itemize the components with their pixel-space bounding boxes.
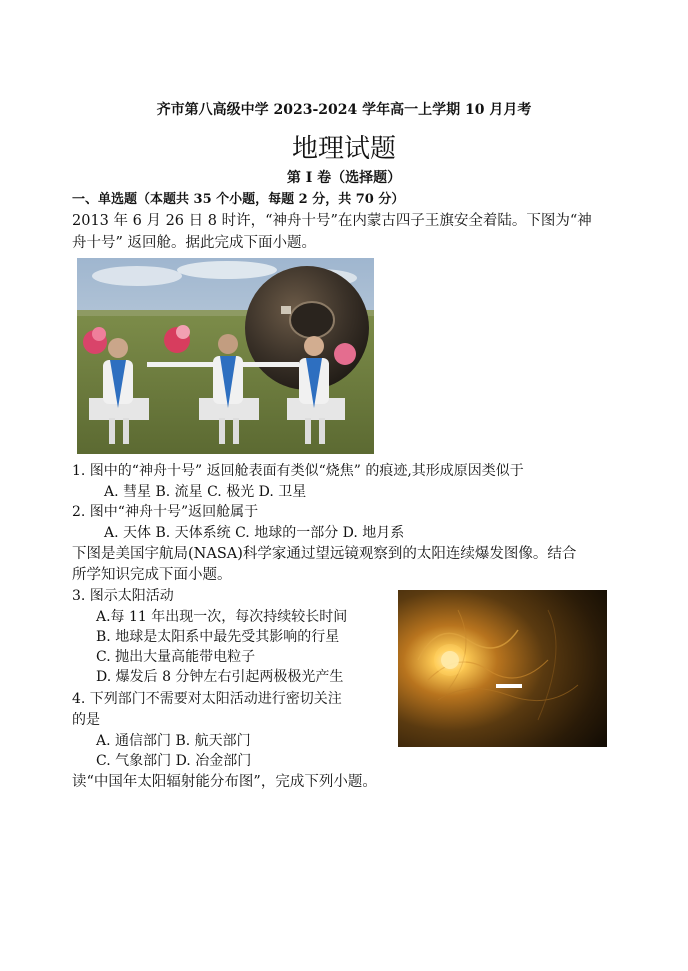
question-1-stem: 1. 图中的“神舟十号” 返回舱表面有类似“烧焦” 的痕迹,其形成原因类似于 [72,463,524,479]
question-4-stem: 4. 下列部门不需要对太阳活动进行密切关注 [72,691,342,707]
page-title: 地理试题 [291,134,396,164]
question-2-options: A. 天体 B. 天体系统 C. 地球的一部分 D. 地月系 [104,525,405,541]
question-2-stem: 2. 图中“神舟十号”返回舱属于 [72,504,259,520]
question-3-option-b: B. 地球是太阳系中最先受其影响的行星 [96,629,340,645]
intro-text: 舟十号” 返回舱。据此完成下面小题。 [72,235,317,251]
school-line: 齐市第八高级中学 2023-2024 学年高一上学期 10 月月考 [156,102,532,118]
question-4-options: A. 通信部门 B. 航天部门 [96,733,251,749]
section-heading: 一、单选题（本题共 35 个小题，每题 2 分，共 70 分） [72,192,405,207]
solar-flare-image [398,590,607,747]
question-4-options: C. 气象部门 D. 冶金部门 [96,753,252,769]
intro-text: 2013 年 6 月 26 日 8 时许，“神舟十号”在内蒙古四子王旗安全着陆。下图为“神 [72,213,592,229]
part-heading: 第 I 卷（选择题） [286,170,402,186]
capsule-photo [77,258,374,454]
question-3-option-c: C. 抛出大量高能带电粒子 [96,649,256,665]
question-1-options: A. 彗星 B. 流星 C. 极光 D. 卫星 [104,484,307,500]
intro-text: 下图是美国宇航局(NASA)科学家通过望远镜观察到的太阳连续爆发图像。结合 [72,546,577,562]
question-3-stem: 3. 图示太阳活动 [72,588,174,604]
question-3-option-d: D. 爆发后 8 分钟左右引起两极极光产生 [96,669,344,685]
intro-text: 所学知识完成下面小题。 [72,567,232,583]
question-3-option-a: A.每 11 年出现一次，每次持续较长时间 [96,609,348,625]
intro-text: 读“中国年太阳辐射能分布图”，完成下列小题。 [72,774,377,790]
question-4-stem: 的是 [72,712,100,728]
